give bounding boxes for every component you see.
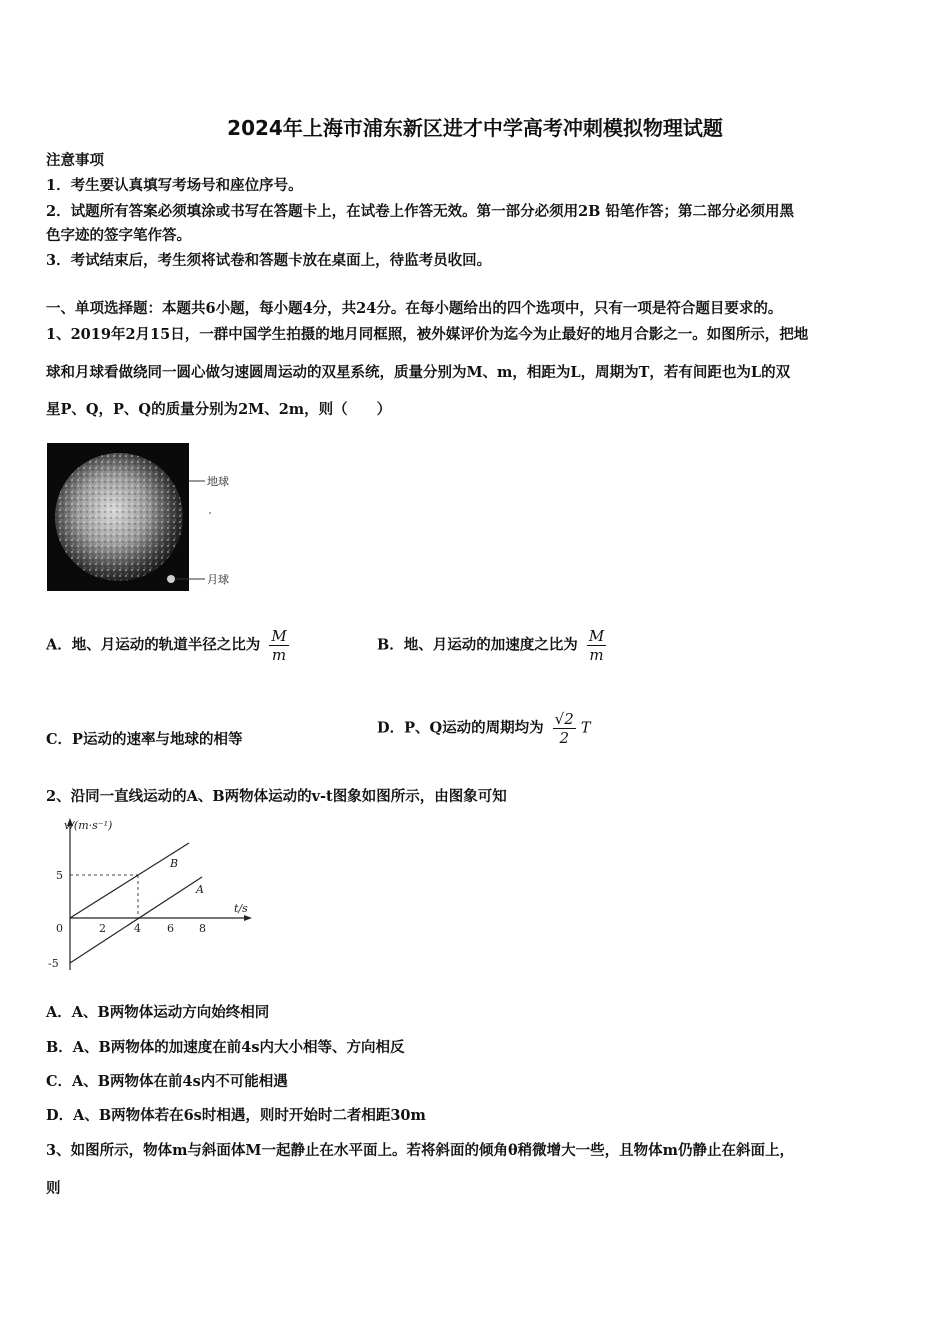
section-heading: 一、单项选择题：本题共6小题，每小题4分，共24分。在每小题给出的四个选项中，只有一项是符合题目要求的。: [46, 300, 783, 317]
fraction: [269, 627, 288, 664]
q2-stem: 2、沿同一直线运动的A、B两物体运动的v-t图象如图所示，由图象可知: [46, 788, 507, 805]
q1-option-d: [377, 710, 591, 747]
q3-stem-1: 3、如图所示，物体m与斜面体M一起静止在水平面上。若将斜面的倾角θ稍微增大一些，且物体m仍静止在斜面上，: [46, 1142, 794, 1159]
vt-graph: [44, 815, 259, 975]
q2-option-a: A．A、B两物体运动方向始终相同: [46, 1004, 270, 1021]
x-axis-label: t/s: [234, 902, 248, 915]
tick-x-2: 2: [99, 922, 106, 935]
moon-dot: [167, 575, 175, 583]
q1-stem-1: 1、2019年2月15日，一群中国学生拍摄的地月同框照，被外媒评价为迄今为止最好的地月合影之一。如图所示，把地: [46, 326, 809, 343]
q1-option-b: [377, 627, 606, 664]
notice-item-3: 3．考试结束后，考生须将试卷和答题卡放在桌面上，待监考员收回。: [46, 252, 492, 269]
fraction: [553, 710, 576, 747]
fraction-den: m: [589, 646, 604, 664]
fraction-num: M: [271, 627, 287, 645]
q1-option-c: C．P运动的速率与地球的相等: [46, 731, 243, 748]
line-b: [70, 843, 189, 918]
label-line-a: A: [196, 883, 204, 896]
label-earth: 地球: [207, 475, 229, 488]
q1-option-d-text: D．P、Q运动的周期均为: [377, 719, 544, 737]
earth-moon-photo: [47, 443, 237, 591]
tick-y-neg5: -5: [48, 957, 59, 970]
q2-option-b: B．A、B两物体的加速度在前4s内大小相等、方向相反: [46, 1039, 405, 1056]
tick-x-8: 8: [199, 922, 206, 935]
fraction-den: m: [271, 646, 287, 664]
y-axis-label: v/(m·s⁻¹): [64, 819, 113, 832]
q1-stem-2: 球和月球看做绕同一圆心做匀速圆周运动的双星系统，质量分别为M、m，相距为L，周期为T，若有间距也为L的双: [46, 364, 791, 381]
q1-option-b-text: B．地、月运动的加速度之比为: [377, 636, 578, 654]
q3-stem-2: 则: [46, 1180, 61, 1197]
q1-stem-3: 星P、Q，P、Q的质量分别为2M、2m，则（ ）: [46, 401, 392, 418]
fraction-den: 2: [559, 729, 569, 747]
q2-option-c: C．A、B两物体在前4s内不可能相遇: [46, 1073, 288, 1090]
tick-x-6: 6: [167, 922, 174, 935]
label-moon: 月球: [207, 573, 229, 586]
q1-option-a: [46, 627, 289, 664]
tick-y-5: 5: [56, 869, 63, 882]
notice-heading: 注意事项: [46, 152, 104, 169]
tick-x-0: 0: [56, 922, 63, 935]
fraction-num: √2: [554, 710, 574, 728]
q2-option-d: D．A、B两物体若在6s时相遇，则时开始时二者相距30m: [46, 1107, 426, 1124]
q1-option-a-text: A．地、月运动的轨道半径之比为: [46, 636, 261, 654]
notice-item-1: 1．考生要认真填写考场号和座位序号。: [46, 177, 303, 194]
period-symbol: T: [580, 720, 591, 737]
page-title: 2024年上海市浦东新区进才中学高考冲刺模拟物理试题: [227, 116, 723, 140]
fraction-num: M: [588, 627, 605, 645]
line-a: [70, 877, 202, 963]
notice-item-2: 2．试题所有答案必须填涂或书写在答题卡上，在试卷上作答无效。第一部分必须用2B 铅笔作答；第二部分必须用黑: [46, 203, 794, 220]
notice-item-2-cont: 色字迹的签字笔作答。: [46, 227, 191, 244]
label-line-b: B: [170, 857, 179, 870]
fraction: [587, 627, 606, 664]
tick-x-4: 4: [134, 922, 141, 935]
